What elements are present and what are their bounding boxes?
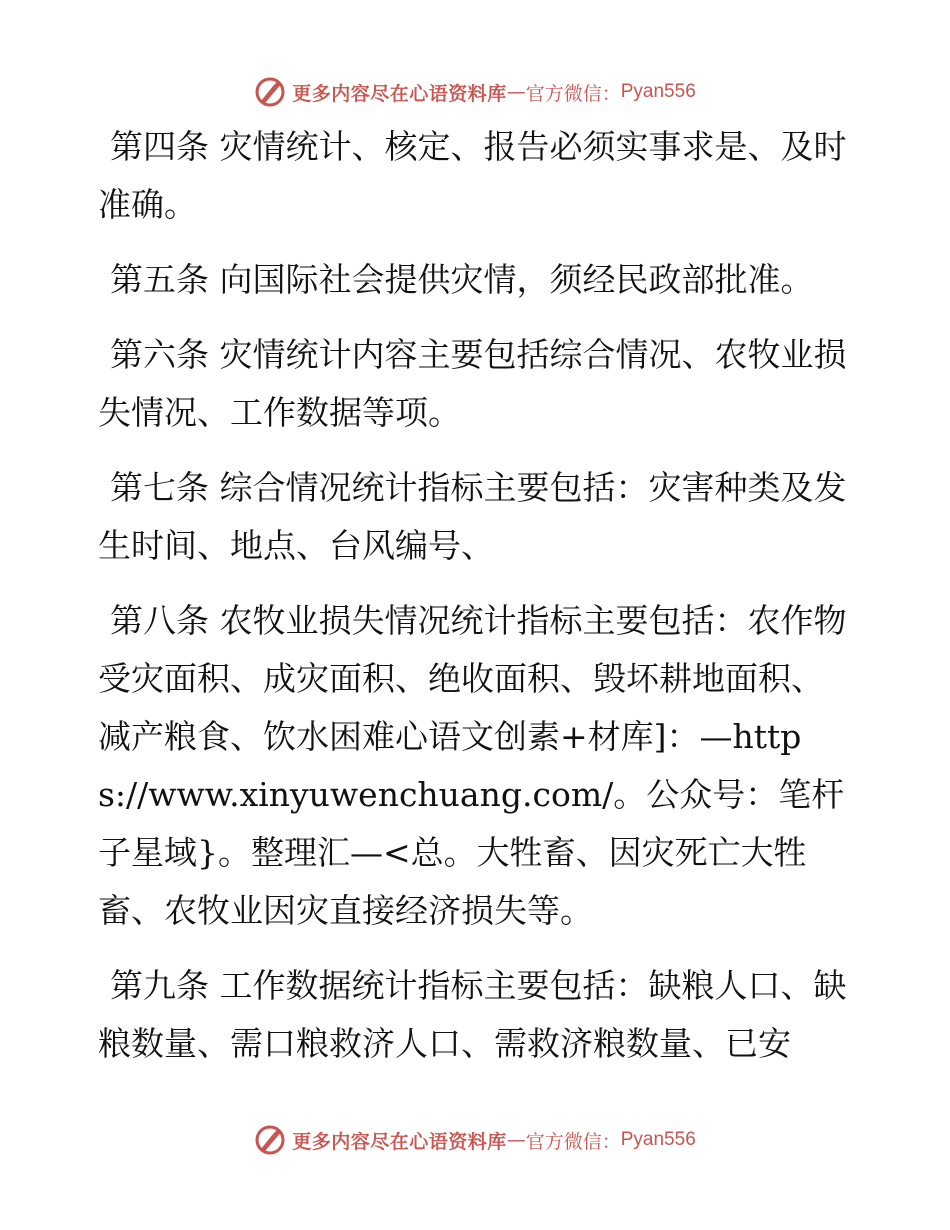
header-wechat-label: 官方微信： bbox=[525, 82, 621, 105]
document-body bbox=[98, 118, 850, 1090]
pen-logo-icon bbox=[254, 76, 286, 108]
footer-separator: — bbox=[506, 1129, 526, 1151]
article-9: 第九条 工作数据统计指标主要包括：缺粮人口、缺粮数量、需口粮救济人口、需救济粮数量、已安 bbox=[98, 966, 847, 1063]
header-banner bbox=[0, 72, 950, 112]
article-6: 第六条 灾情统计内容主要包括综合情况、农牧业损失情况、工作数据等项。 bbox=[98, 335, 847, 432]
article-5: 第五条 向国际社会提供灾情，须经民政部批准。 bbox=[110, 260, 814, 299]
header-wechat-id: Pyan556 bbox=[620, 81, 696, 102]
header-brand-text: 更多内容尽在心语资料库 bbox=[292, 82, 507, 105]
footer-brand-text: 更多内容尽在心语资料库 bbox=[292, 1130, 507, 1153]
footer-banner bbox=[0, 1120, 950, 1160]
pen-logo-icon bbox=[254, 1124, 286, 1156]
header-separator: — bbox=[506, 81, 526, 103]
article-4: 第四条 灾情统计、核定、报告必须实事求是、及时准确。 bbox=[98, 127, 847, 224]
article-8: 第八条 农牧业损失情况统计指标主要包括：农作物受灾面积、成灾面积、绝收面积、毁坏耕地面积、减产粮食、饮水困难心语文创素+材库]：—https://www.xinyuwenchuang.com/。公众号：笔杆子星域}。整理汇—<总。大牲畜、因灾死亡大牲畜、农牧业因灾直接经济损失等。 bbox=[98, 601, 847, 930]
footer-wechat-id: Pyan556 bbox=[620, 1129, 696, 1150]
footer-wechat-label: 官方微信： bbox=[525, 1130, 621, 1153]
article-7: 第七条 综合情况统计指标主要包括：灾害种类及发生时间、地点、台风编号、 bbox=[98, 468, 847, 565]
